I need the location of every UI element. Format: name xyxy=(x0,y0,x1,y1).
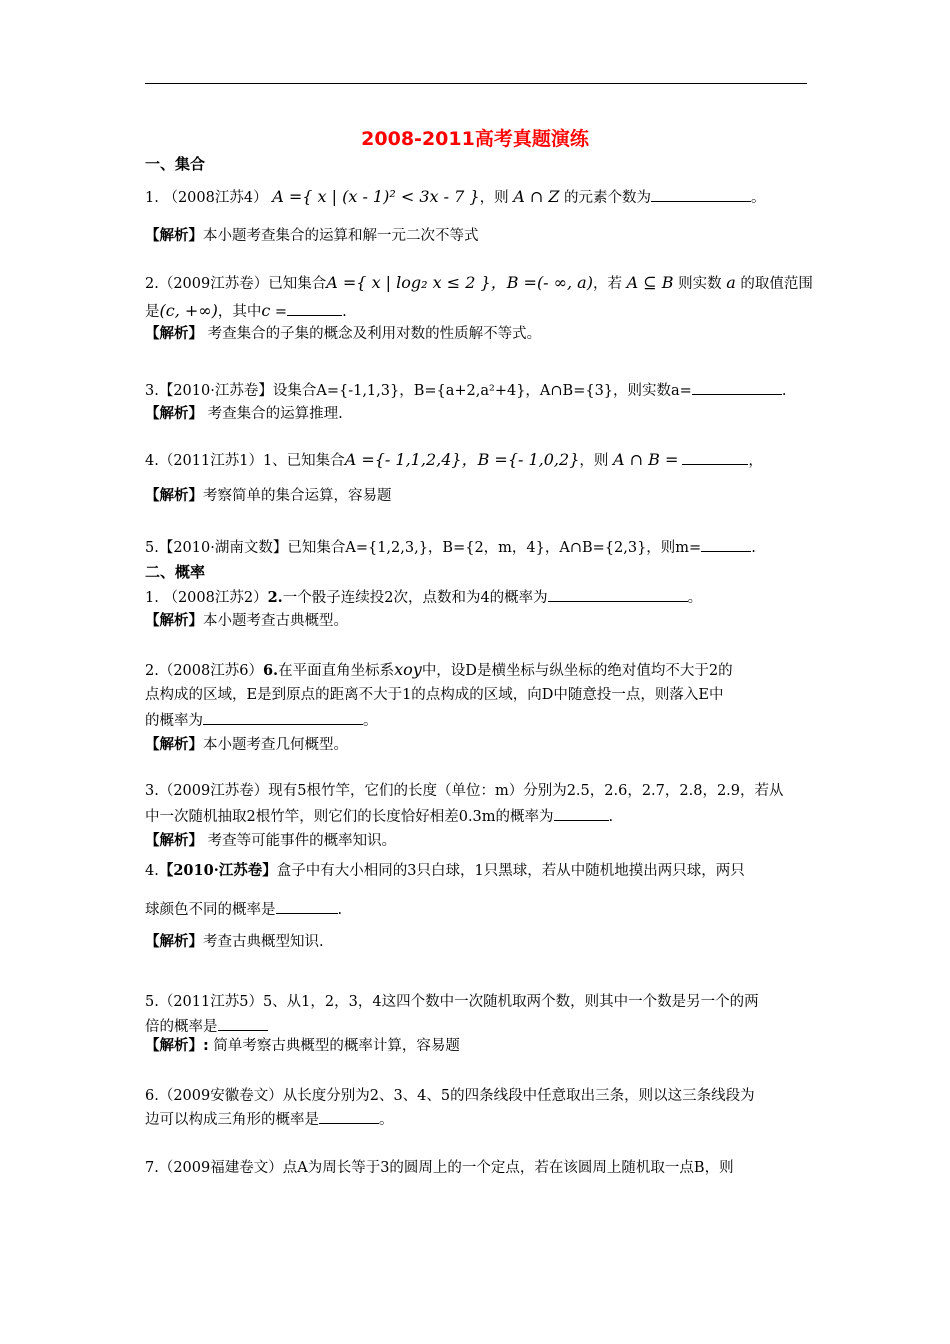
answer-blank[interactable] xyxy=(682,450,748,465)
question-text: 。 xyxy=(751,190,766,206)
analysis-label: 【解析】 xyxy=(145,934,203,950)
answer-blank[interactable] xyxy=(287,301,342,316)
question-sets-1 xyxy=(145,187,810,208)
answer-blank[interactable] xyxy=(548,587,688,602)
answer-blank[interactable] xyxy=(692,380,782,395)
question-text: 4.（2011江苏1）1、已知集合 xyxy=(145,453,345,469)
answer-blank[interactable] xyxy=(319,1109,379,1124)
math-expression: A ∩ B = xyxy=(613,450,679,469)
section-heading-probability: 二、概率 xyxy=(145,563,206,581)
question-sets-3 xyxy=(145,380,810,401)
question-text: . xyxy=(781,383,787,399)
math-expression: A ∩ Z xyxy=(513,187,560,206)
question-text: 是 xyxy=(145,304,160,320)
question-prob-2 xyxy=(145,660,810,681)
question-text: ，若 xyxy=(592,276,627,292)
question-text: 6. xyxy=(262,662,279,679)
math-expression: A ={ x | (x - 1)² < 3x - 7 } xyxy=(272,187,480,206)
question-text: 则实数 xyxy=(673,276,727,292)
question-text: 2. xyxy=(267,589,283,606)
question-prob-2-line2: 点构成的区域，E是到原点的距离不大于1的点构成的区域，向D中随意投一点，则落入E中 xyxy=(145,687,724,703)
question-text: 。 xyxy=(363,713,378,729)
question-text: 一个骰子连续投2次，点数和为4的概率为 xyxy=(282,590,548,606)
question-text: . xyxy=(342,304,347,320)
question-sets-5 xyxy=(145,537,810,558)
analysis-text: 考察简单的集合运算，容易题 xyxy=(203,488,392,504)
question-prob-6-line2 xyxy=(145,1109,810,1130)
question-prob-7: 7.（2009福建卷文）点A为周长等于3的圆周上的一个定点，若在该圆周上随机取一点B，则 xyxy=(145,1160,734,1176)
question-text: 边可以构成三角形的概率是 xyxy=(145,1112,319,1128)
analysis-text: 考查集合的运算推理. xyxy=(203,406,343,422)
answer-blank[interactable] xyxy=(276,899,338,914)
question-prob-6: 6.（2009安徽卷文）从长度分别为2、3、4、5的四条线段中任意取出三条，则以这三条线段为 xyxy=(145,1088,755,1104)
math-expression: A ⊆ B xyxy=(626,273,674,292)
question-text: 的概率为 xyxy=(145,713,203,729)
question-number: 1. （2008江苏2） xyxy=(145,590,268,606)
question-text: 的取值范围 xyxy=(735,276,813,292)
question-text: 4. xyxy=(145,863,159,879)
analysis-label: 【解析】: xyxy=(145,1038,209,1054)
math-expression: a xyxy=(726,273,736,292)
question-text: 。 xyxy=(687,590,703,606)
analysis-text: 本小题考查古典概型。 xyxy=(203,613,348,629)
question-text: 在平面直角坐标系 xyxy=(278,663,395,679)
analysis-sets-1 xyxy=(145,226,810,246)
analysis-prob-5 xyxy=(145,1036,810,1056)
question-text: 盒子中有大小相同的3只白球，1只黑球，若从中随机地摸出两只球，两只 xyxy=(276,863,745,879)
question-text: 球颜色不同的概率是 xyxy=(145,902,276,918)
analysis-prob-2 xyxy=(145,735,810,755)
question-prob-1 xyxy=(145,587,810,608)
math-expression: A ={ x | log₂ x ≤ 2 }，B =(- ∞, a) xyxy=(326,273,593,292)
analysis-text: 考查等可能事件的概率知识。 xyxy=(203,833,397,849)
question-text: 中一次随机抽取2根竹竿，则它们的长度恰好相差0.3m的概率为 xyxy=(145,809,554,825)
answer-blank[interactable] xyxy=(218,1016,268,1031)
question-text: . xyxy=(751,540,756,556)
question-text: . xyxy=(337,902,343,918)
question-sets-4 xyxy=(145,450,810,471)
page-title: 2008-2011高考真题演练 xyxy=(361,128,589,150)
question-prob-5-line2 xyxy=(145,1016,810,1037)
analysis-sets-2 xyxy=(145,324,810,344)
analysis-text: 考查集合的子集的概念及利用对数的性质解不等式。 xyxy=(203,326,542,342)
question-prob-4-line2 xyxy=(145,899,810,920)
analysis-label: 【解析】 xyxy=(145,326,203,342)
analysis-text: 本小题考查几何概型。 xyxy=(203,737,348,753)
answer-blank[interactable] xyxy=(651,187,751,202)
question-text: 中，设D是横坐标与纵坐标的绝对值均不大于2的 xyxy=(421,663,733,679)
question-text: 2.（2009江苏卷）已知集合 xyxy=(145,276,327,292)
analysis-prob-1 xyxy=(145,611,810,631)
question-text: ，则 xyxy=(579,453,613,469)
question-sets-2-line2 xyxy=(145,301,810,322)
analysis-prob-3 xyxy=(145,831,810,851)
answer-blank[interactable] xyxy=(203,710,363,725)
analysis-label: 【解析】 xyxy=(145,833,203,849)
question-text: 。 xyxy=(379,1112,394,1128)
analysis-label: 【解析】 xyxy=(145,488,203,504)
answer-blank[interactable] xyxy=(701,537,751,552)
question-text: ，其中 xyxy=(217,304,262,320)
question-sets-2 xyxy=(145,273,813,294)
question-text: = xyxy=(270,304,288,320)
question-prob-2-line3 xyxy=(145,710,810,731)
question-prob-4 xyxy=(145,861,810,881)
header-rule xyxy=(145,83,807,84)
analysis-text: 简单考察古典概型的概率计算，容易题 xyxy=(208,1038,460,1054)
math-expression: xoy xyxy=(394,660,422,679)
question-number: 1. （2008江苏4） xyxy=(145,190,268,206)
question-text: . xyxy=(608,809,614,825)
analysis-label: 【解析】 xyxy=(145,228,203,244)
question-prob-5: 5.（2011江苏5）5、从1，2，3，4这四个数中一次随机取两个数，则其中一个数是另一个的两 xyxy=(145,994,759,1010)
question-text: 的元素个数为 xyxy=(559,190,652,206)
question-text: 5.【2010·湖南文数】已知集合A={1,2,3,}，B={2，m，4}，A∩B={2,3}，则m= xyxy=(145,540,702,556)
question-text: 3.【2010·江苏卷】设集合A={-1,1,3}，B={a+2,a²+4}，A∩B={3}，则实数a= xyxy=(145,383,692,399)
analysis-text: 本小题考查集合的运算和解一元二次不等式 xyxy=(203,228,479,244)
analysis-label: 【解析】 xyxy=(145,613,203,629)
analysis-label: 【解析】 xyxy=(145,737,203,753)
question-text: 倍的概率是 xyxy=(145,1019,218,1035)
analysis-prob-4 xyxy=(145,932,810,952)
math-expression: (c, +∞) xyxy=(159,301,218,320)
analysis-label: 【解析】 xyxy=(145,406,203,422)
question-text: ， xyxy=(748,453,763,469)
section-heading-sets: 一、集合 xyxy=(145,155,206,173)
answer-blank[interactable] xyxy=(554,806,609,821)
question-text: 2.（2008江苏6） xyxy=(145,663,263,679)
math-expression: A ={- 1,1,2,4}，B ={- 1,0,2} xyxy=(344,450,580,469)
question-prob-3-line2 xyxy=(145,806,810,827)
question-text: ，则 xyxy=(479,190,514,206)
math-expression: c xyxy=(261,301,271,320)
question-text: 【2010·江苏卷】 xyxy=(158,862,277,879)
analysis-sets-3 xyxy=(145,404,810,424)
question-prob-3: 3.（2009江苏卷）现有5根竹竿，它们的长度（单位：m）分别为2.5，2.6，2.7，2.8，2.9，若从 xyxy=(145,783,784,799)
analysis-text: 考查古典概型知识. xyxy=(203,934,324,950)
analysis-sets-4 xyxy=(145,486,810,506)
